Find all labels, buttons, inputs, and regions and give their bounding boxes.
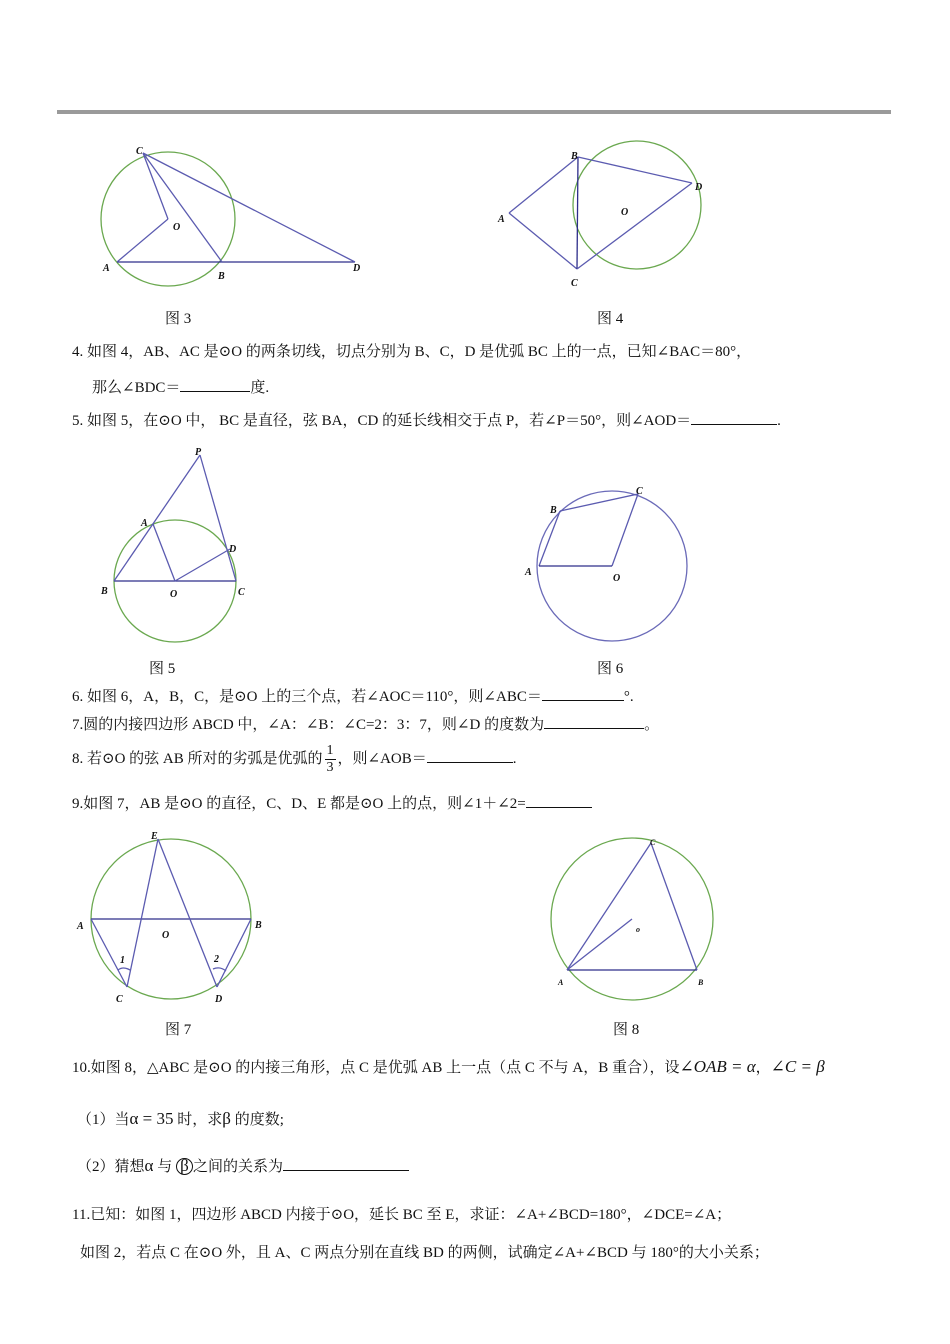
fig5-label-a: A — [141, 518, 148, 529]
question-10-sep: ， — [755, 1060, 771, 1076]
question-6-end: °. — [623, 689, 634, 705]
answer-blank-q6[interactable] — [542, 686, 624, 701]
question-10-part-1-beta: β — [222, 1109, 231, 1128]
caption-fig3: 图 3 — [165, 311, 192, 327]
fig6-label-b: B — [550, 505, 557, 516]
question-10-part-1 — [77, 1108, 284, 1129]
fig7-label-d: D — [215, 994, 223, 1005]
caption-fig5: 图 5 — [149, 661, 176, 677]
question-9-text: 9.如图 7，AB 是⊙O 的直径，C、D、E 都是⊙O 上的点，则∠1＋∠2= — [72, 796, 526, 812]
figure-5 — [100, 447, 245, 642]
fig3-label-a: A — [103, 263, 110, 274]
fig5-label-c: C — [238, 587, 245, 598]
question-7-text: 7.圆的内接四边形 ABCD 中，∠A：∠B：∠C=2：3：7，则∠D 的度数为 — [72, 717, 545, 733]
fig8-label-o: o — [636, 925, 640, 934]
answer-blank-q7[interactable] — [544, 714, 644, 729]
question-10-part-2-post: 之间的关系为 — [192, 1159, 283, 1175]
question-10-part-2-alpha: α — [144, 1156, 154, 1175]
question-5 — [72, 409, 781, 430]
fig8-label-c: C — [650, 838, 656, 847]
question-10-part-1-pre: （1）当 — [77, 1112, 130, 1128]
fig7-label-2: 2 — [214, 954, 219, 965]
fig4-label-d: D — [695, 182, 703, 193]
figure-4 — [497, 141, 702, 289]
answer-blank-q8[interactable] — [427, 748, 513, 763]
question-6 — [72, 685, 634, 706]
question-10-part-1-post: 的度数; — [230, 1112, 284, 1128]
fig5-label-d: D — [229, 544, 237, 555]
question-10-part-1-eq: α = 35 — [129, 1109, 174, 1128]
fig4-label-b: B — [571, 151, 578, 162]
fig3-label-b: B — [218, 271, 225, 282]
question-9 — [72, 792, 592, 813]
fig7-label-1: 1 — [120, 955, 125, 966]
question-10-part-2-mid: 与 — [153, 1159, 176, 1175]
question-4-unit: 度. — [250, 380, 270, 396]
caption-fig6: 图 6 — [597, 661, 624, 677]
question-7-end: 。 — [644, 717, 660, 733]
question-6-text: 6. 如图 6，A，B，C，是⊙O 上的三个点，若∠AOC＝110°，则∠ABC＝ — [72, 689, 542, 705]
fig3-label-c: C — [136, 146, 143, 157]
question-10-part-1-mid: 时，求 — [173, 1112, 223, 1128]
answer-blank-q4[interactable] — [180, 377, 250, 392]
figure-6 — [524, 486, 687, 641]
fig4-label-o: O — [621, 207, 629, 218]
fig5-label-p: P — [195, 447, 202, 458]
fig8-label-b: B — [698, 978, 704, 987]
question-4-prompt: 那么∠BDC＝ — [92, 380, 181, 396]
question-11-line-1: 11.已知：如图 1，四边形 ABCD 内接于⊙O，延长 BC 至 E，求证：∠A+∠BCD=180°，∠DCE=∠A； — [72, 1207, 732, 1223]
question-5-end: . — [777, 413, 781, 429]
fig4-label-c: C — [571, 278, 578, 289]
figure-3 — [101, 146, 360, 286]
answer-blank-q10-2[interactable] — [283, 1156, 409, 1171]
caption-fig4: 图 4 — [597, 311, 624, 327]
fig7-label-o: O — [162, 930, 170, 941]
question-8-end: . — [512, 750, 517, 767]
question-11-line-2: 如图 2，若点 C 在⊙O 外，且 A、C 两点分别在直线 BD 的两侧，试确定∠A+∠BCD 与 180°的大小关系； — [80, 1245, 769, 1261]
question-4-line-1: 4. 如图 4，AB、AC 是⊙O 的两条切线，切点分别为 B、C，D 是优弧 BC 上的一点，已知∠BAC＝80°， — [72, 344, 752, 360]
question-10-eq-c: ∠C = β — [770, 1057, 825, 1076]
fig7-label-e: E — [151, 831, 158, 842]
figure-8 — [551, 838, 713, 1000]
caption-fig7: 图 7 — [165, 1022, 192, 1038]
fig3-label-d: D — [353, 263, 361, 274]
fig6-label-c: C — [636, 486, 643, 497]
question-8-text: 8. 若⊙O 的弦 AB 所对的劣弧是优弧的 — [72, 750, 323, 767]
fraction-one-third — [325, 743, 336, 776]
question-10 — [72, 1056, 825, 1077]
answer-blank-q5[interactable] — [691, 410, 777, 425]
answer-blank-q9[interactable] — [526, 793, 592, 808]
question-4-line-2 — [92, 376, 269, 397]
question-7 — [72, 713, 659, 734]
caption-fig8: 图 8 — [613, 1022, 640, 1038]
fig7-label-a: A — [77, 921, 84, 932]
question-10-part-2-beta: β — [176, 1158, 193, 1175]
fig5-label-o: O — [170, 589, 178, 600]
question-8 — [72, 743, 517, 776]
fraction-numerator: 1 — [326, 743, 334, 758]
question-10-eq-oab: ∠OAB = α — [679, 1057, 756, 1076]
fig5-label-b: B — [101, 586, 108, 597]
fig6-label-o: O — [613, 573, 621, 584]
fig7-label-c: C — [116, 994, 123, 1005]
question-10-part-2-pre: （2）猜想 — [77, 1159, 145, 1175]
fig3-label-o: O — [173, 222, 181, 233]
fig4-label-a: A — [498, 214, 505, 225]
fig7-label-b: B — [255, 920, 262, 931]
question-10-text: 10.如图 8，△ABC 是⊙O 的内接三角形，点 C 是优弧 AB 上一点（点 C 不与 A，B 重合），设 — [72, 1060, 680, 1076]
fig8-label-a: A — [558, 978, 564, 987]
question-8-mid: ，则∠AOB＝ — [337, 750, 427, 767]
fraction-denominator: 3 — [326, 760, 334, 775]
figure-7 — [76, 831, 262, 1005]
question-5-text: 5. 如图 5，在⊙O 中， BC 是直径，弦 BA，CD 的延长线相交于点 P，若∠P＝50°，则∠AOD＝ — [72, 413, 692, 429]
question-10-part-2 — [77, 1155, 409, 1176]
fig6-label-a: A — [525, 567, 532, 578]
